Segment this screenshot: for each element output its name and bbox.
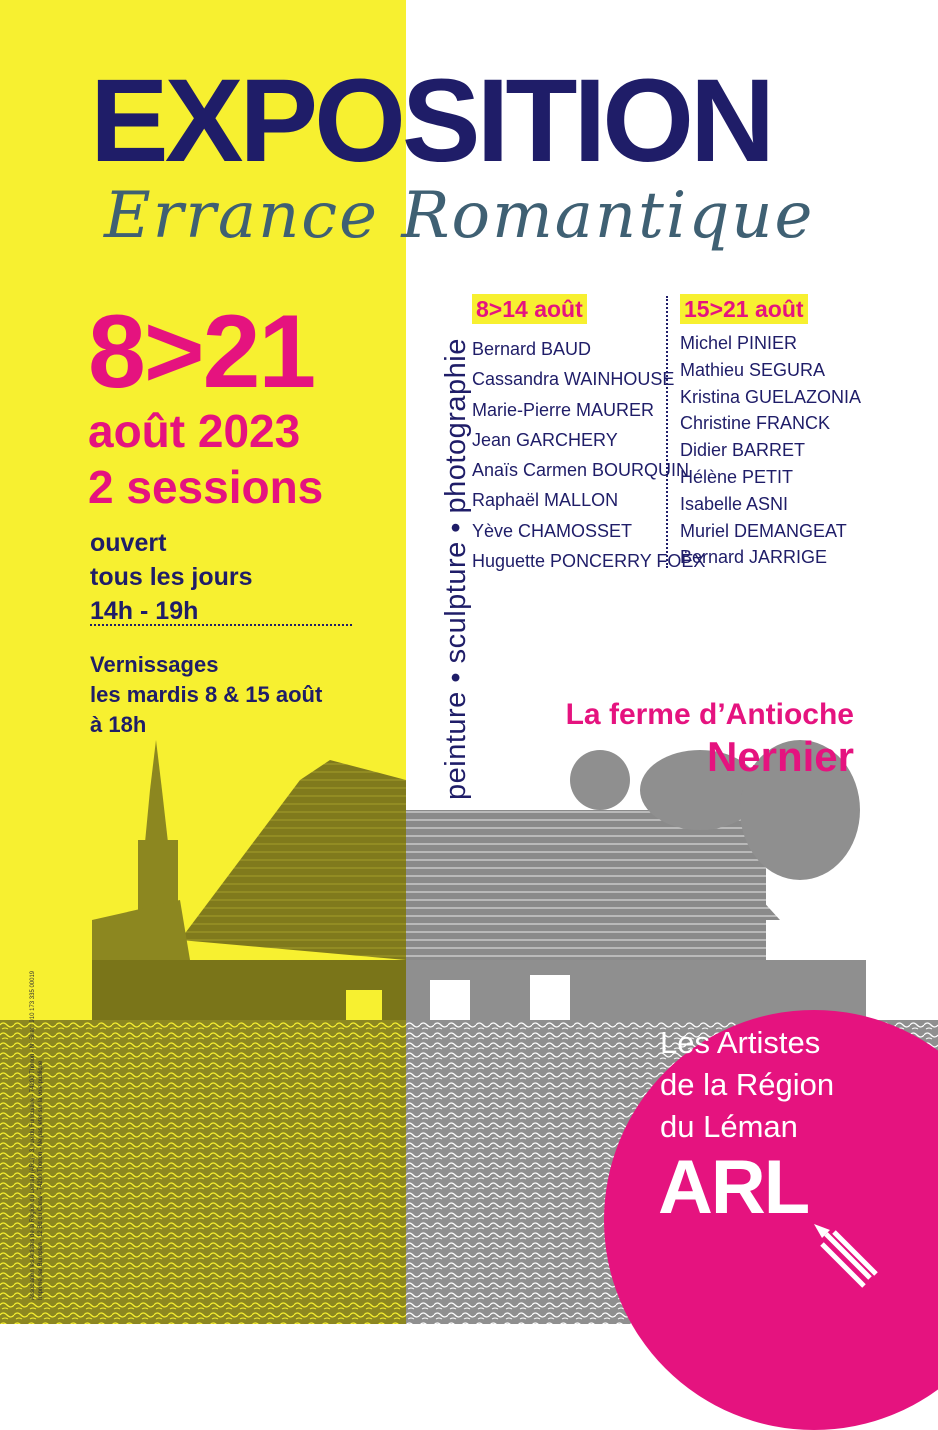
- session-2-column: [680, 294, 861, 571]
- legal-line: Imprimé par Buroplan - 12 Bd du Canal - 74200 Thonon - Ne pas jeter sur la voie publique: [37, 1060, 44, 1300]
- date-month: août 2023: [88, 405, 301, 457]
- column-divider: [666, 296, 668, 568]
- association-line: du Léman: [660, 1109, 798, 1144]
- vernissage-line: les mardis 8 & 15 août: [90, 682, 323, 707]
- opening-hours: [90, 526, 253, 628]
- artist-name: Isabelle ASNI: [680, 493, 789, 514]
- session-1-artists: [472, 334, 705, 576]
- legal-notice: [30, 900, 45, 1300]
- pencil-icon: [812, 1222, 882, 1292]
- hours-line: tous les jours: [90, 563, 253, 591]
- subtitle: Errance Romantique: [104, 179, 815, 253]
- association-name: [660, 1022, 834, 1148]
- artist-name: Mathieu SEGURA: [680, 359, 826, 380]
- venue: [566, 700, 854, 778]
- artist-name: Michel PINIER: [680, 333, 798, 353]
- date-block: [88, 294, 324, 513]
- artist-name: Didier BARRET: [680, 440, 806, 461]
- artist-name: Yève CHAMOSSET: [472, 520, 633, 541]
- association-line: Les Artistes: [660, 1025, 821, 1060]
- disciplines-vertical: peinture • sculpture • photographie: [440, 338, 472, 800]
- page-title: EXPOSITION: [90, 55, 772, 187]
- session-2-heading: 15>21 août: [680, 294, 808, 324]
- dotted-divider: [90, 624, 352, 626]
- hours-line: ouvert: [90, 529, 167, 557]
- artist-name: Bernard BAUD: [472, 339, 592, 359]
- artist-name: Huguette PONCERRY FOËX: [472, 551, 706, 572]
- association-line: de la Région: [660, 1067, 835, 1102]
- artist-name: Marie-Pierre MAURER: [472, 399, 655, 420]
- artist-name: Cassandra WAINHOUSE: [472, 369, 675, 390]
- vernissage-line: Vernissages: [90, 652, 219, 677]
- vernissage-line: à 18h: [90, 712, 147, 737]
- artist-name: Bernard JARRIGE: [680, 547, 828, 568]
- venue-place: La ferme d’Antioche: [565, 698, 854, 731]
- date-range: 8>21: [88, 294, 315, 410]
- artist-name: Christine FRANCK: [680, 413, 831, 434]
- artist-name: Jean GARCHERY: [472, 429, 618, 450]
- hours-line: 14h - 19h: [90, 597, 199, 625]
- artist-name: Muriel DEMANGEAT: [680, 520, 847, 541]
- session-1-heading: 8>14 août: [472, 294, 587, 324]
- sessions-count: 2 sessions: [88, 461, 324, 513]
- arl-logo: ARL: [658, 1145, 809, 1230]
- legal-line: Association les Artistes de la Région du Léman (ARL) - 3, rue du Funiculaire - 74200 Thonon - N° Siret : 910 173 335 00019: [30, 970, 36, 1300]
- artist-name: Kristina GUELAZONIA: [680, 386, 862, 407]
- vernissage-info: [90, 650, 322, 740]
- artist-name: Anaïs Carmen BOURQUIN: [472, 460, 690, 481]
- artist-name: Hélène PETIT: [680, 466, 794, 487]
- scene-left: [0, 740, 406, 1324]
- session-1-column: [472, 294, 705, 576]
- session-2-artists: [680, 330, 861, 571]
- venue-town: Nernier: [706, 733, 854, 780]
- artist-name: Raphaël MALLON: [472, 490, 619, 511]
